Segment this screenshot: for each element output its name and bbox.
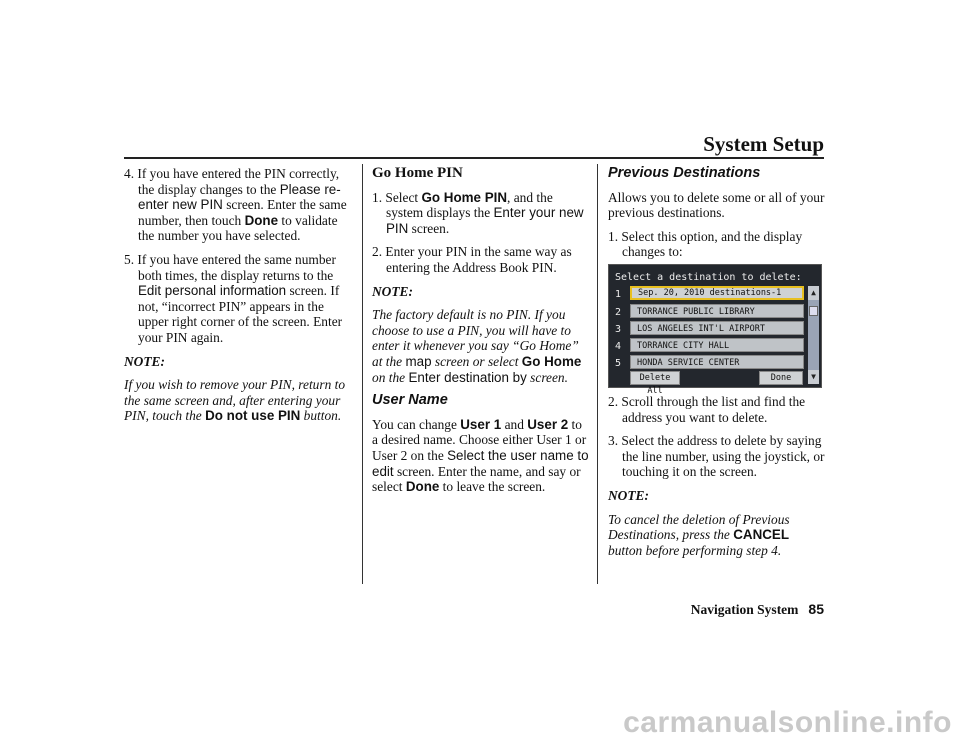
ui-button-term: Do not use PIN	[205, 408, 301, 424]
step-2: 2. Scroll through the list and find the address you want to delete.	[608, 393, 806, 425]
screen-title: Select a destination to delete:	[615, 271, 802, 283]
destination-row[interactable]: HONDA SERVICE CENTER	[630, 355, 804, 369]
column-3	[608, 166, 826, 566]
column-1	[124, 166, 352, 432]
watermark: carmanualsonline.info	[623, 706, 952, 739]
delete-all-button[interactable]: Delete All	[630, 371, 680, 385]
scroll-thumb[interactable]	[809, 306, 818, 316]
ui-term: Edit personal information	[138, 283, 287, 299]
ui-button-term: User 1	[460, 416, 502, 432]
ui-button-term: Done	[405, 479, 440, 495]
done-button[interactable]: Done	[759, 371, 803, 385]
destination-row[interactable]: TORRANCE PUBLIC LIBRARY	[630, 304, 804, 318]
heading-previous-destinations: Previous Destinations	[608, 165, 761, 181]
scrollbar[interactable]	[808, 286, 819, 384]
step-5: 5. If you have entered the same number both times, the display returns to the Edit personal information screen. If not, “incorrect PIN” appears in the upper right corner of the screen. Enter your PIN again.	[124, 251, 343, 345]
ui-term: map	[405, 353, 432, 369]
user-name-paragraph: You can change User 1 and User 2 to a desired name. Choose either User 1 or User 2 on the Select the user name to edit screen. Enter the name, and say or select Done to leave the screen.	[372, 416, 589, 495]
destination-row[interactable]: LOS ANGELES INT'L AIRPORT	[630, 321, 804, 335]
ui-term: Select the user name to edit	[372, 447, 589, 479]
step-4: 4. If you have entered the PIN correctly, the display changes to the Please re-enter new PIN screen. Enter the same number, then touch Done to validate the number you have selected.	[124, 166, 347, 244]
note-text: If you wish to remove your PIN, return to the same screen and, after entering your PIN, touch the Do not use PIN button.	[124, 377, 346, 424]
step-2: 2. Enter your PIN in the same way as entering the Address Book PIN.	[372, 244, 572, 275]
row-number: 3	[615, 323, 622, 335]
page-title: System Setup	[703, 132, 824, 156]
ui-term: Enter your new PIN	[386, 205, 584, 236]
step-1: 1. Select this option, and the display changes to:	[608, 228, 803, 260]
scroll-up-icon[interactable]: ▲	[808, 286, 819, 300]
nav-screen-image	[608, 264, 822, 396]
column-2	[372, 166, 590, 503]
note-text: The factory default is no PIN. If you choose to use a PIN, you will have to enter it whenever you say “Go Home” at the map screen or select Go Home on the Enter destination by screen.	[372, 307, 582, 385]
ui-button-term: Go Home	[521, 353, 582, 369]
heading-user-name: User Name	[372, 392, 448, 409]
row-number: 2	[615, 306, 622, 318]
heading-go-home-pin: Go Home PIN	[372, 165, 463, 181]
row-number: 1	[615, 288, 622, 300]
note-text: To cancel the deletion of Previous Destinations, press the CANCEL button before performing step 4.	[608, 511, 790, 558]
row-number: 5	[615, 357, 622, 369]
ui-button-term: User 2	[527, 416, 569, 432]
intro-paragraph: Allows you to delete some or all of your previous destinations.	[608, 189, 825, 221]
ui-button-term: Done	[244, 212, 279, 228]
footer-label: Navigation System	[690, 602, 799, 617]
note-label: NOTE:	[124, 353, 165, 369]
step-3: 3. Select the address to delete by saying the line number, using the joystick, or touching it on the screen.	[608, 433, 825, 480]
destination-row-selected[interactable]: Sep. 20, 2010 destinations-1	[630, 286, 804, 300]
page-number: 85	[808, 601, 824, 617]
column-divider-2	[597, 164, 598, 584]
ui-term: Please re-enter new PIN	[138, 181, 341, 213]
ui-term: Enter destination by	[408, 369, 527, 385]
destination-row[interactable]: TORRANCE CITY HALL	[630, 338, 804, 352]
header-rule	[124, 157, 824, 159]
column-divider-1	[362, 164, 363, 584]
page-footer	[691, 601, 824, 618]
step-1: 1. Select Go Home PIN, and the system displays the Enter your new PIN screen.	[372, 189, 584, 236]
row-number: 4	[615, 340, 622, 352]
ui-button-term: CANCEL	[733, 527, 790, 543]
scroll-down-icon[interactable]: ▼	[808, 370, 819, 384]
ui-button-term: Go Home PIN	[421, 189, 508, 205]
note-label: NOTE:	[608, 487, 649, 503]
note-label: NOTE:	[372, 283, 413, 299]
